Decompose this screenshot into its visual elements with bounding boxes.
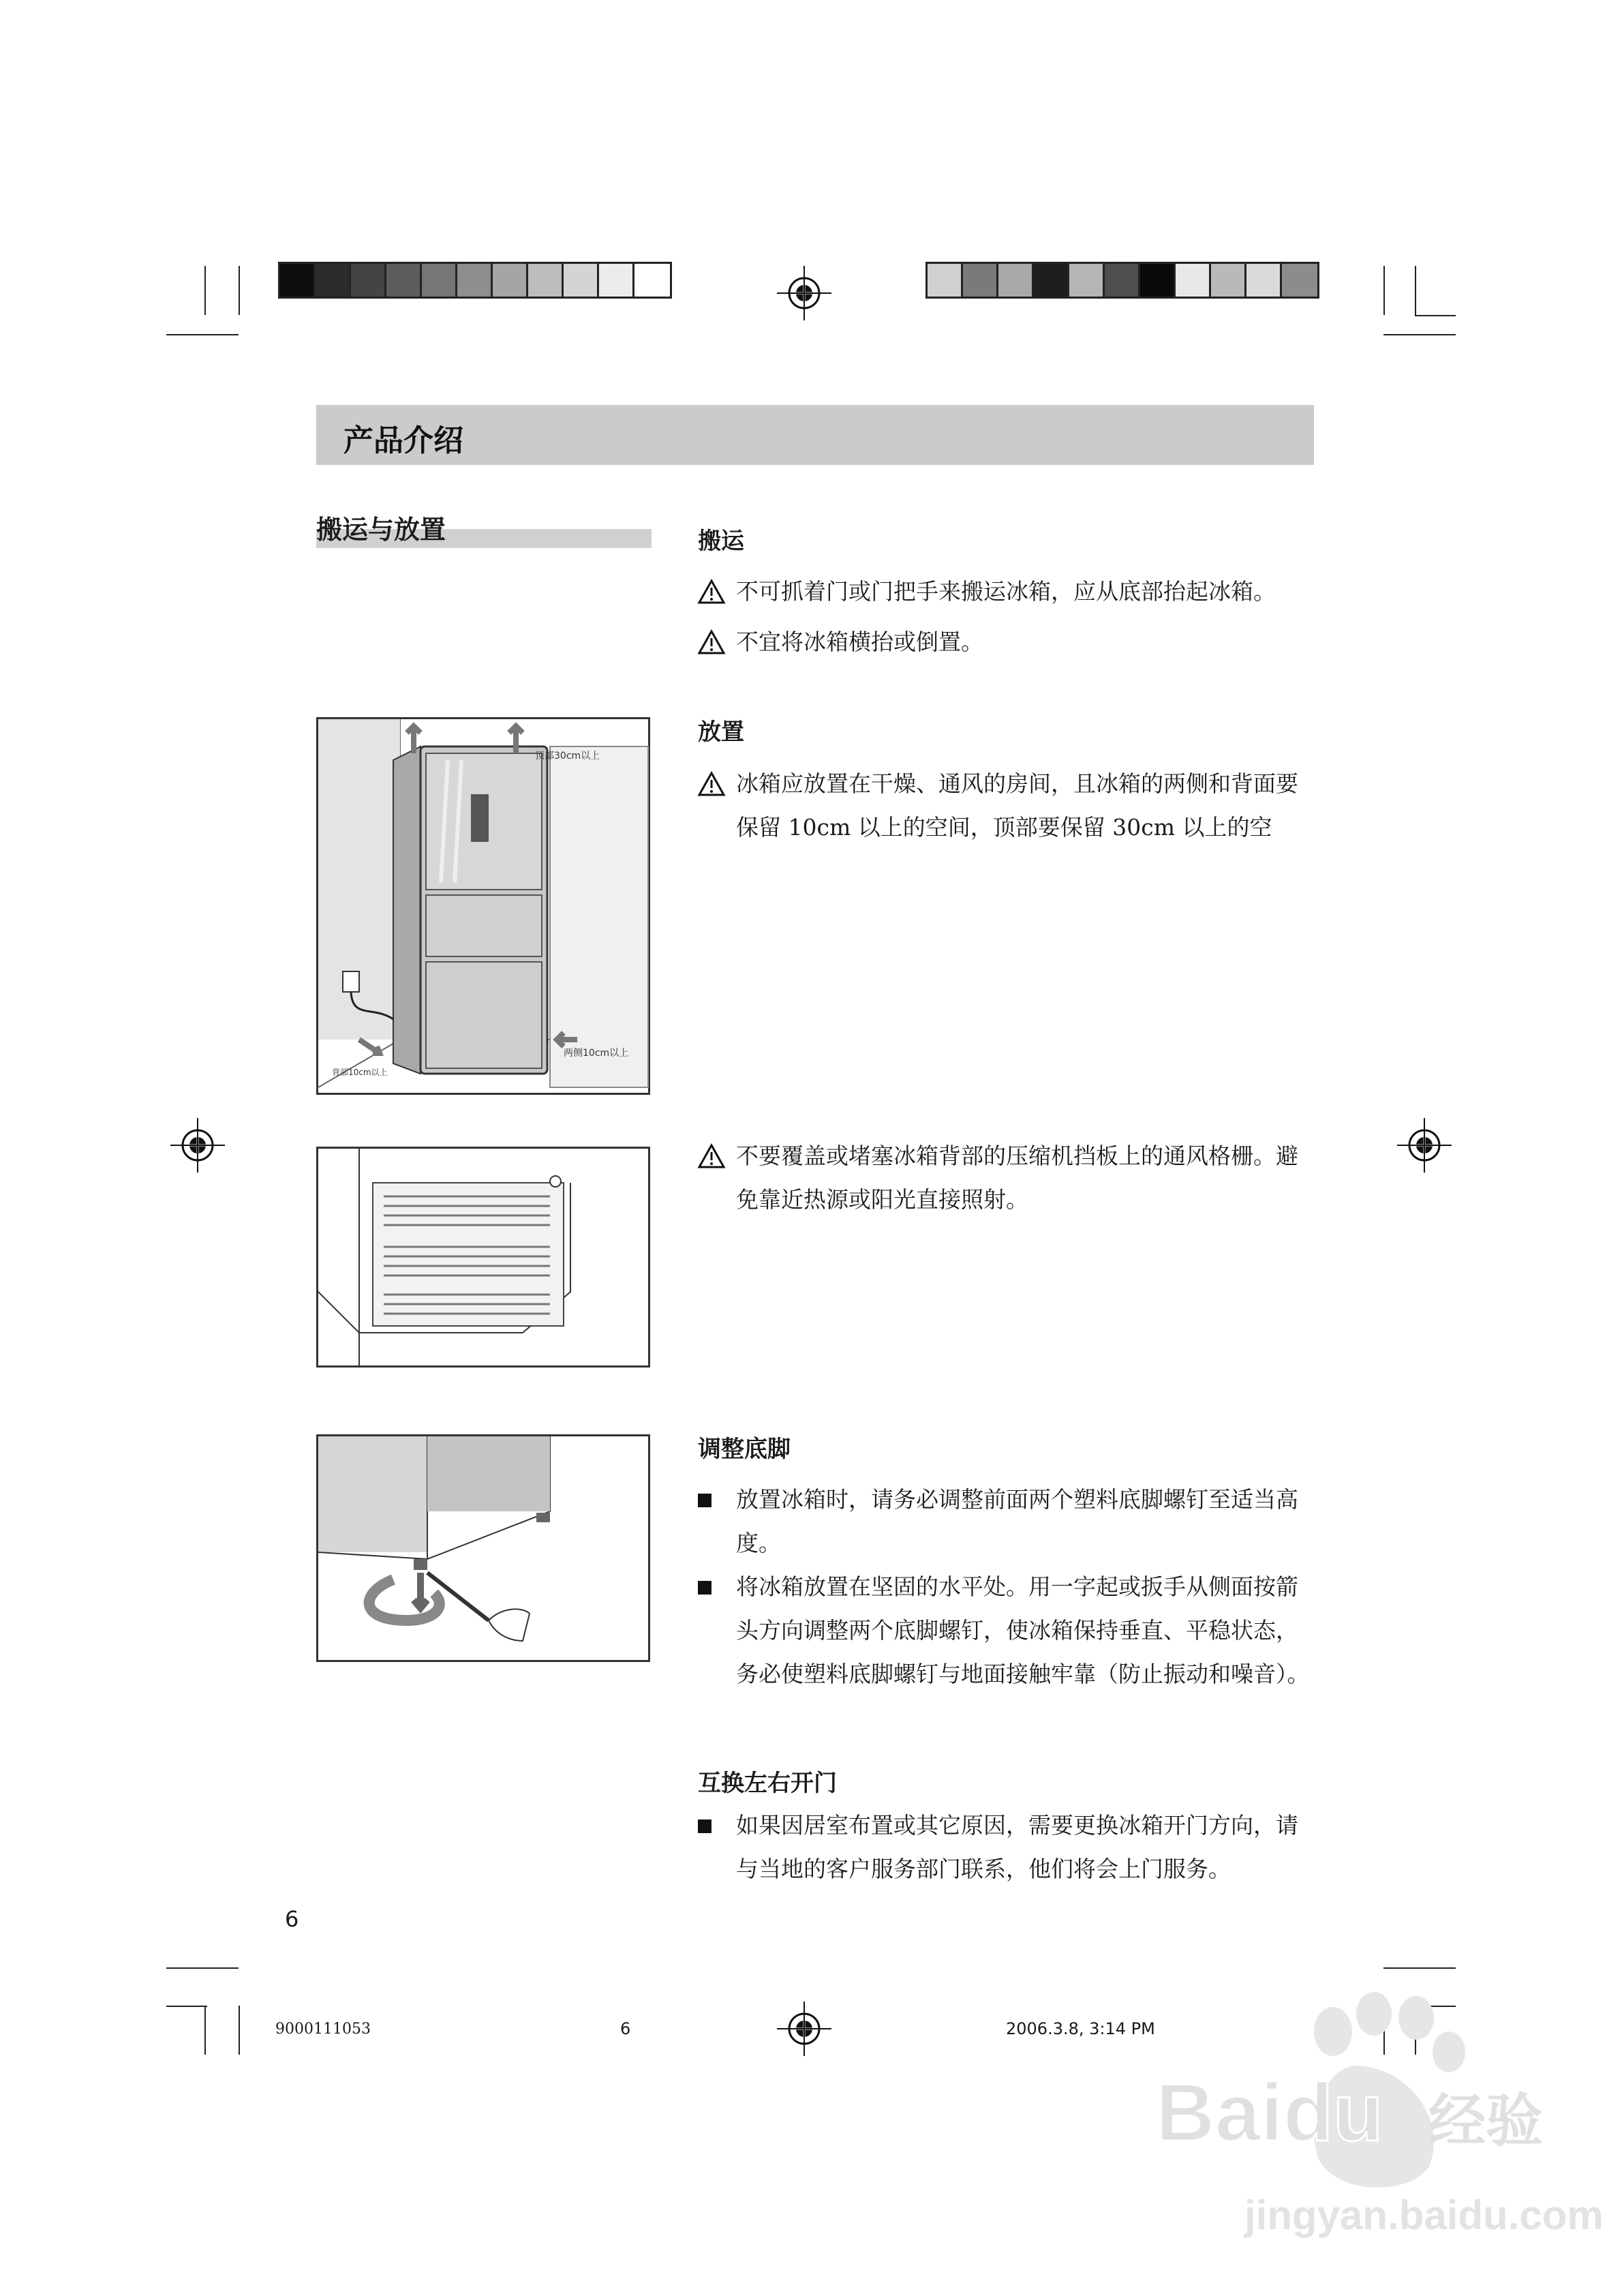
warning-text: 不要覆盖或堵塞冰箱背部的压缩机挡板上的通风格栅。避免靠近热源或阳光直接照射。 xyxy=(736,1143,1298,1213)
warning-item xyxy=(698,570,1318,614)
section-title-transport: 搬运 xyxy=(698,528,744,555)
color-swatch xyxy=(1246,264,1282,297)
color-swatch xyxy=(493,264,528,297)
color-swatch xyxy=(351,264,386,297)
color-swatch xyxy=(1282,264,1317,297)
color-swatch xyxy=(1069,264,1105,297)
section-header-bar xyxy=(316,405,1314,465)
footer-page: 6 xyxy=(620,2019,631,2038)
warning-item xyxy=(698,1134,1318,1222)
registration-target-icon xyxy=(1397,1118,1452,1173)
watermark-url: jingyan.baidu.com xyxy=(1244,2192,1604,2238)
side-heading: 搬运与放置 xyxy=(316,515,446,545)
figure-fridge-placement xyxy=(316,717,650,1095)
warning-triangle-icon xyxy=(698,620,736,654)
registration-target-icon xyxy=(170,1118,225,1173)
registration-target-icon xyxy=(777,2002,831,2056)
color-swatch xyxy=(1034,264,1069,297)
bullet-text: 将冰箱放置在坚固的水平处。用一字起或扳手从侧面按箭头方向调整两个底脚螺钉，使冰箱保持垂直、平稳状态，务必使塑料底脚螺钉与地面接触牢靠（防止振动和噪音）。 xyxy=(736,1573,1310,1687)
color-swatch xyxy=(1140,264,1176,297)
label-side-clearance: 两侧10cm以上 xyxy=(564,1048,629,1059)
color-swatch xyxy=(457,264,493,297)
color-swatch xyxy=(564,264,599,297)
color-swatch xyxy=(963,264,998,297)
color-swatch xyxy=(599,264,634,297)
color-swatch xyxy=(998,264,1034,297)
color-calibration-bar-left xyxy=(278,262,672,299)
bullet-text: 如果因居室布置或其它原因，需要更换冰箱开门方向，请与当地的客户服务部门联系，他们将会上门服务。 xyxy=(736,1812,1298,1882)
warning-item xyxy=(698,620,1318,664)
figure-adjust-feet xyxy=(316,1434,650,1662)
warning-text: 冰箱应放置在干燥、通风的房间，且冰箱的两侧和背面要保留 10cm 以上的空间，顶部要保留 30cm 以上的空 xyxy=(736,770,1298,841)
warning-item xyxy=(698,762,1318,849)
color-swatch xyxy=(1176,264,1211,297)
warning-triangle-icon xyxy=(698,1134,736,1168)
color-swatch xyxy=(928,264,963,297)
color-swatch xyxy=(386,264,422,297)
bullet-item xyxy=(698,1804,1318,1891)
section-title-doors: 互换左右开门 xyxy=(698,1770,837,1797)
footer-date: 2006.3.8, 3:14 PM xyxy=(1006,2019,1155,2038)
color-calibration-bar-right xyxy=(925,262,1319,299)
square-bullet-icon xyxy=(698,1581,711,1595)
registration-target-icon xyxy=(777,266,831,320)
color-swatch xyxy=(634,264,670,297)
warning-text: 不宜将冰箱横抬或倒置。 xyxy=(736,629,983,655)
label-top-clearance: 顶部30cm以上 xyxy=(535,751,600,761)
figure-vent-grille xyxy=(316,1147,650,1368)
section-title-placement: 放置 xyxy=(698,719,744,746)
color-swatch xyxy=(528,264,564,297)
color-swatch xyxy=(422,264,457,297)
bullet-text: 放置冰箱时，请务必调整前面两个塑料底脚螺钉至适当高度。 xyxy=(736,1486,1298,1556)
page-number: 6 xyxy=(285,1906,299,1932)
color-swatch xyxy=(1211,264,1246,297)
square-bullet-icon xyxy=(698,1494,711,1507)
section-title-feet: 调整底脚 xyxy=(698,1436,791,1463)
bullet-item xyxy=(698,1565,1318,1696)
square-bullet-icon xyxy=(698,1819,711,1833)
warning-text: 不可抓着门或门把手来搬运冰箱，应从底部抬起冰箱。 xyxy=(736,578,1276,605)
baidu-watermark xyxy=(1149,1991,1604,2256)
color-swatch xyxy=(316,264,351,297)
page-title: 产品介绍 xyxy=(343,423,463,458)
bullet-item xyxy=(698,1478,1318,1565)
label-back-clearance: 背部10cm以上 xyxy=(332,1068,388,1077)
warning-triangle-icon xyxy=(698,762,736,796)
watermark-brand: Baidu xyxy=(1156,2067,1383,2158)
color-swatch xyxy=(280,264,316,297)
color-swatch xyxy=(1105,264,1140,297)
warning-triangle-icon xyxy=(698,570,736,604)
footer-code: 9000111053 xyxy=(275,2021,371,2038)
watermark-product: 经验 xyxy=(1428,2087,1544,2154)
